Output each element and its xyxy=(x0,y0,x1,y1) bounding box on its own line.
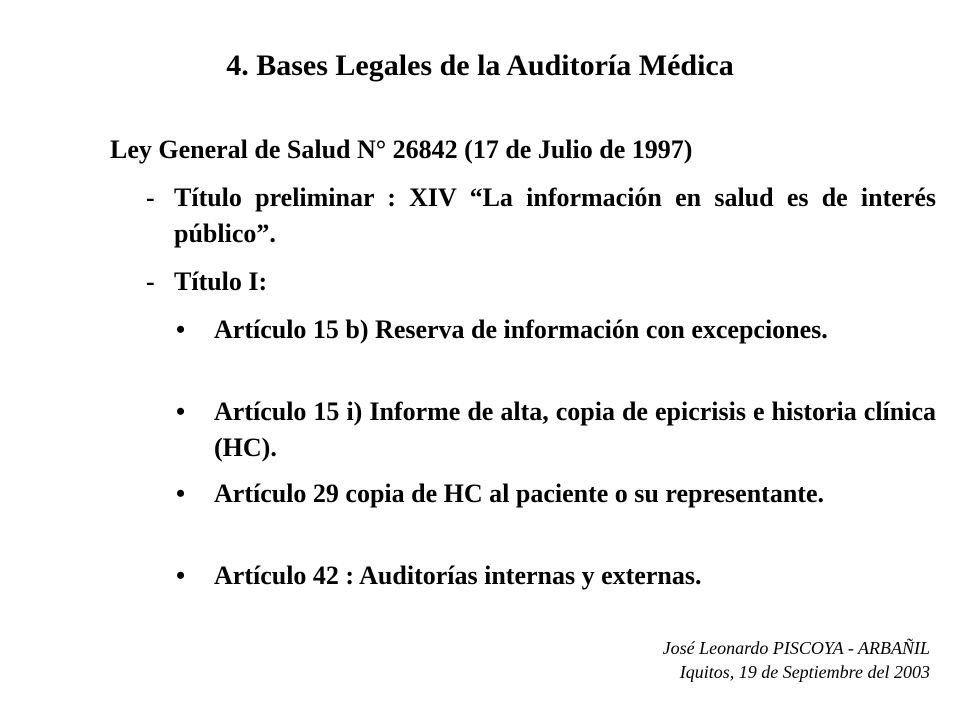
list-item-text: Título preliminar : XIV “La información en salud es de interés público”. xyxy=(174,183,936,248)
list-item xyxy=(176,394,936,466)
list-item xyxy=(146,180,936,252)
bullet-icon: • xyxy=(176,561,186,590)
list-item xyxy=(176,476,936,512)
bullet-icon: • xyxy=(176,479,186,508)
list-item xyxy=(146,264,936,300)
footer xyxy=(663,636,930,684)
bullet-icon: • xyxy=(176,397,186,426)
list-item-text: Artículo 15 b) Reserva de información con excepciones. xyxy=(214,315,828,344)
list-item-text: Artículo 29 copia de HC al paciente o su representante. xyxy=(214,479,824,508)
law-heading: Ley General de Salud N° 26842 (17 de Julio de 1997) xyxy=(110,135,693,164)
dash-marker: - xyxy=(146,267,155,296)
footer-place-date: Iquitos, 19 de Septiembre del 2003 xyxy=(679,662,930,682)
list-item-text: Artículo 15 i) Informe de alta, copia de epicrisis e historia clínica (HC). xyxy=(214,397,936,462)
list-item-text: Artículo 42 : Auditorías internas y externas. xyxy=(214,561,702,590)
list-item xyxy=(176,558,936,594)
footer-author: José Leonardo PISCOYA - ARBAÑIL xyxy=(662,638,930,658)
list-item-text: Título I: xyxy=(174,267,268,296)
bullet-icon: • xyxy=(176,315,186,344)
slide-title: 4. Bases Legales de la Auditoría Médica xyxy=(226,49,734,82)
list-item xyxy=(176,312,936,348)
dash-marker: - xyxy=(146,183,155,212)
